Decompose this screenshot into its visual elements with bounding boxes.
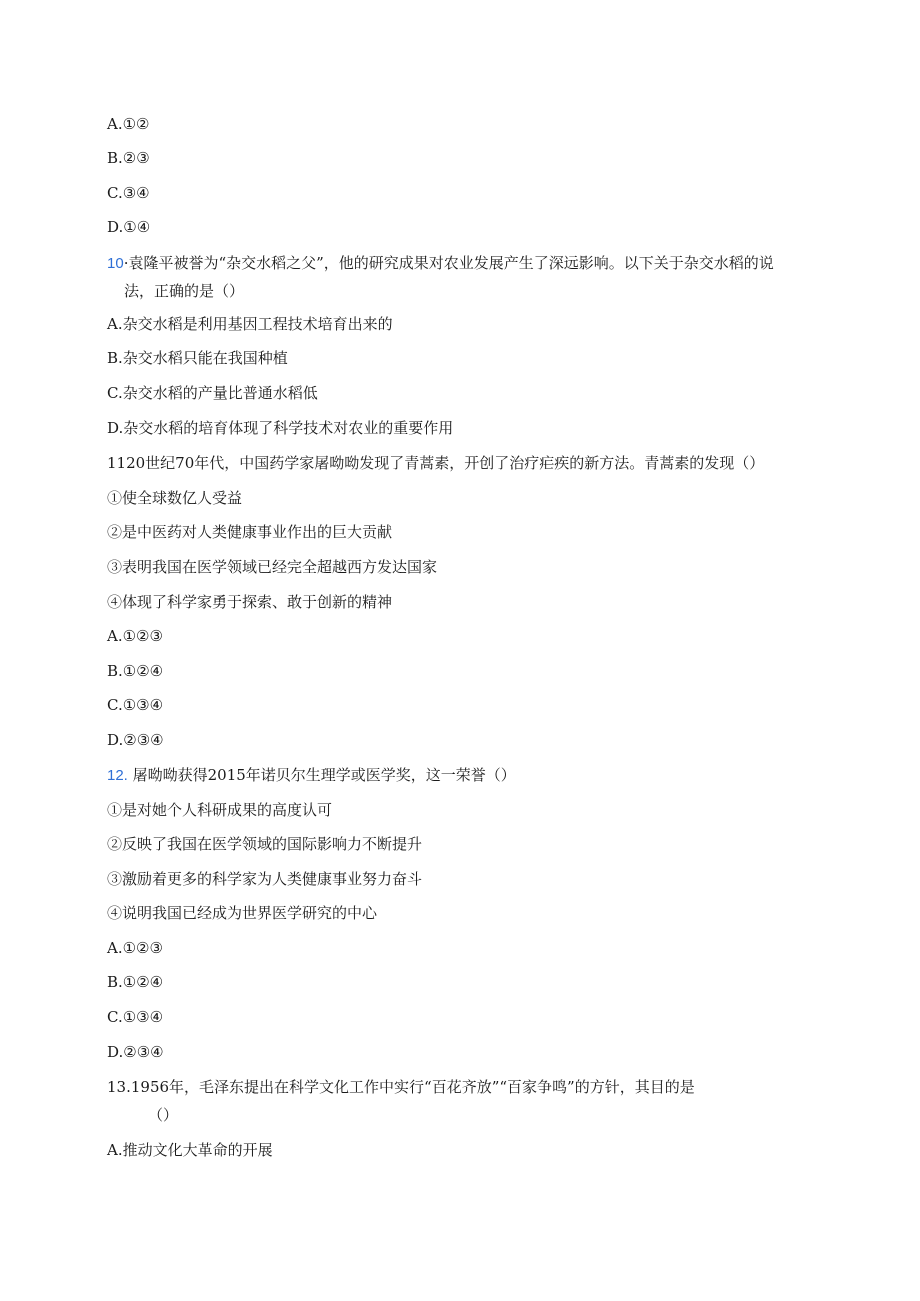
q10-stem-line1 — [107, 253, 774, 274]
q10-option-b: B.杂交水稻只能在我国种植 — [107, 349, 288, 367]
q10-stem-text: ·袁隆平被誉为“杂交水稻之父”，他的研究成果对农业发展产生了深远影响。以下关于杂交水稻的说 — [123, 254, 774, 272]
q12-statement-2: ②反映了我国在医学领域的国际影响力不断提升 — [107, 835, 423, 853]
q12-option-a: A.①②③ — [107, 939, 163, 957]
q13-stem-line1: 13.1956年，毛泽东提出在科学文化工作中实行“百花齐放”“百家争鸣”的方针，其目的是 — [107, 1078, 695, 1096]
q12-stem-line — [107, 765, 516, 786]
q9-option-b: B.②③ — [107, 149, 150, 167]
q12-number: 12. — [107, 767, 128, 784]
q11-option-d: D.②③④ — [107, 731, 164, 749]
q12-option-b: B.①②④ — [107, 973, 164, 991]
q11-option-a: A.①②③ — [107, 627, 163, 645]
q9-option-c: C.③④ — [107, 184, 150, 202]
q12-option-c: C.①③④ — [107, 1008, 164, 1026]
q12-stem-text: 屠呦呦获得2015年诺贝尔生理学或医学奖，这一荣誉（） — [127, 766, 516, 784]
q11-statement-1: ①使全球数亿人受益 — [107, 489, 243, 507]
q13-option-a: A.推动文化大革命的开展 — [107, 1141, 273, 1159]
q9-option-d: D.①④ — [107, 218, 151, 236]
q13-stem-line2: （） — [148, 1106, 179, 1124]
q11-statement-2: ②是中医药对人类健康事业作出的巨大贡献 — [107, 523, 393, 541]
q10-option-a: A.杂交水稻是利用基因工程技术培育出来的 — [107, 315, 393, 333]
q10-option-c: C.杂交水稻的产量比普通水稻低 — [107, 384, 318, 402]
q11-stem: 1120世纪70年代，中国药学家屠呦呦发现了青蒿素，开创了治疗疟疾的新方法。青蒿素的发现（） — [107, 454, 765, 472]
q11-statement-4: ④体现了科学家勇于探索、敢于创新的精神 — [107, 593, 393, 611]
q9-option-a: A.①② — [107, 115, 150, 133]
q12-statement-4: ④说明我国已经成为世界医学研究的中心 — [107, 904, 378, 922]
q10-number: 10 — [107, 255, 124, 272]
q12-option-d: D.②③④ — [107, 1043, 164, 1061]
q12-statement-3: ③激励着更多的科学家为人类健康事业努力奋斗 — [107, 870, 423, 888]
q10-option-d: D.杂交水稻的培育体现了科学技术对农业的重要作用 — [107, 419, 454, 437]
q10-stem-line2: 法，正确的是（） — [124, 282, 245, 300]
q11-option-b: B.①②④ — [107, 662, 164, 680]
q11-statement-3: ③表明我国在医学领域已经完全超越西方发达国家 — [107, 558, 438, 576]
q11-option-c: C.①③④ — [107, 696, 164, 714]
q12-statement-1: ①是对她个人科研成果的高度认可 — [107, 801, 333, 819]
